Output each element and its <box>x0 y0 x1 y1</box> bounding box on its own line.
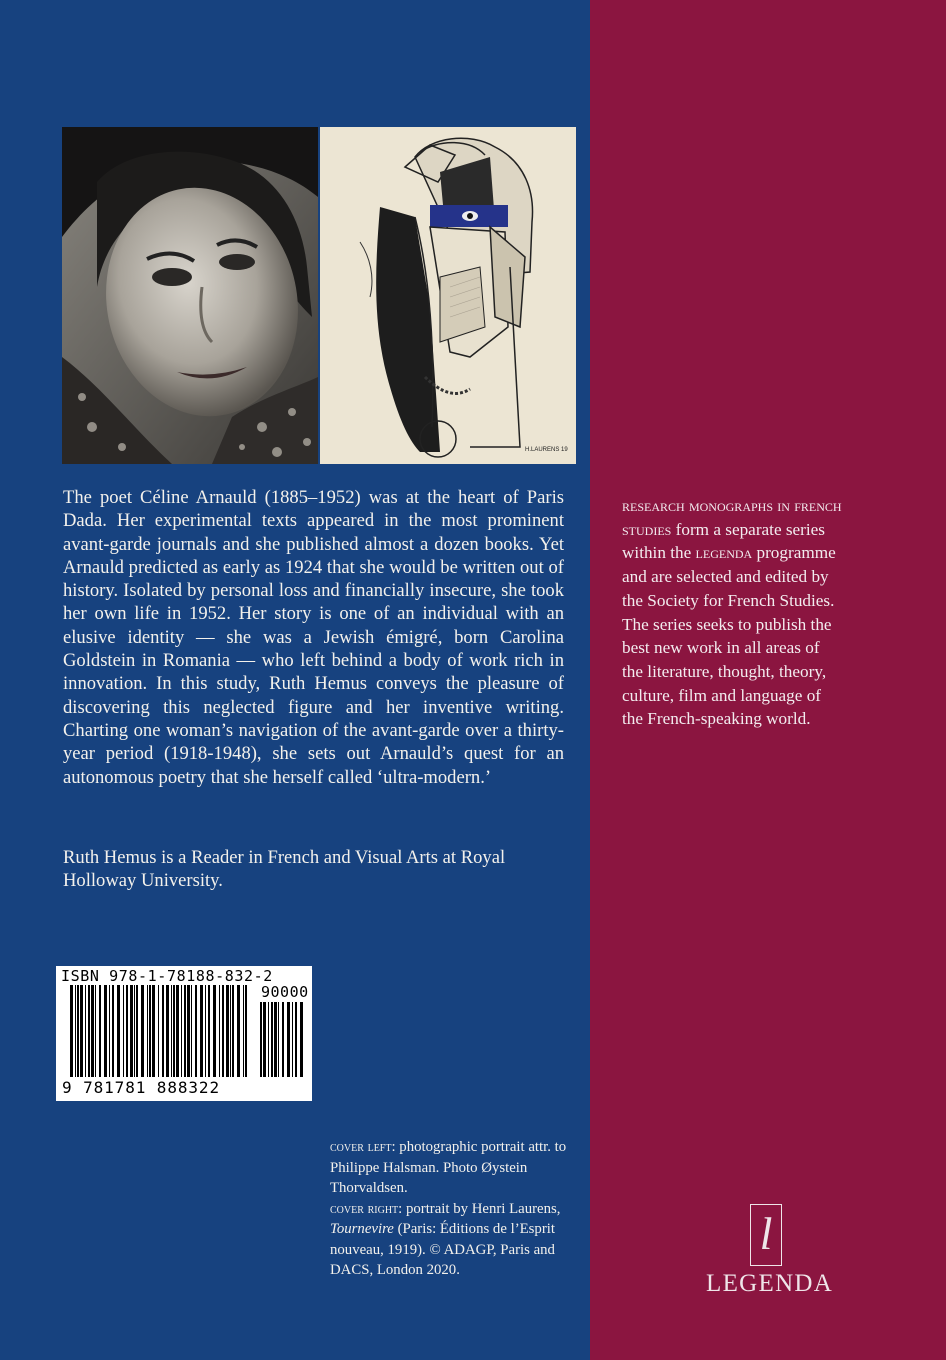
isbn-digits: 9 781781 888322 <box>62 1078 220 1097</box>
price-code: 90000 <box>261 983 309 1001</box>
barcode-bar <box>152 985 155 1077</box>
barcode-bar <box>226 985 229 1077</box>
series-programme: legenda <box>695 543 753 563</box>
portrait-photo-svg <box>62 127 318 464</box>
barcode-bar <box>85 985 86 1077</box>
logo-letter: l <box>750 1204 782 1266</box>
barcode-bar <box>295 1002 297 1077</box>
barcode-bar <box>176 985 179 1077</box>
series-text-1: form a separate series within the <box>622 519 825 563</box>
barcode-bar <box>184 985 186 1077</box>
barcode-bar <box>191 985 192 1077</box>
barcode-bar <box>278 1002 279 1077</box>
barcode-bar <box>271 1002 273 1077</box>
barcode-bar <box>274 1002 277 1077</box>
barcode-bar <box>205 985 206 1077</box>
isbn-barcode <box>56 966 312 1101</box>
barcode-bar <box>104 985 107 1077</box>
portrait-photo <box>62 127 318 464</box>
barcode-bars <box>70 985 248 1077</box>
barcode-bar <box>158 985 159 1077</box>
logo-word: LEGENDA <box>706 1270 834 1297</box>
cover-left-label: cover left: <box>330 1139 396 1155</box>
barcode-bar <box>95 985 96 1077</box>
barcode-bar <box>70 985 73 1077</box>
barcode-bar <box>75 985 76 1077</box>
barcode-bar <box>200 985 203 1077</box>
cover-right-text-2: (Paris: Éditions de l’Esprit nouveau, 1919). © ADAGP, Paris and DACS, London 2020. <box>330 1221 555 1278</box>
barcode-bar <box>99 985 101 1077</box>
barcode-bar <box>134 985 135 1077</box>
barcode-bar <box>91 985 94 1077</box>
cubist-drawing-svg <box>320 127 576 464</box>
barcode-bar <box>268 1002 269 1077</box>
barcode-bar <box>173 985 175 1077</box>
barcode-bar <box>136 985 138 1077</box>
barcode-bar <box>126 985 128 1077</box>
barcode-bar <box>222 985 224 1077</box>
addon-barcode-bars <box>260 1002 308 1077</box>
barcode-bar <box>292 1002 293 1077</box>
series-name: research monographs in french studies <box>622 496 842 539</box>
barcode-bar <box>117 985 120 1077</box>
barcode-bar <box>181 985 182 1077</box>
legenda-logo <box>706 1205 834 1305</box>
barcode-bar <box>208 985 210 1077</box>
barcode-bar <box>88 985 90 1077</box>
barcode-bar <box>166 985 169 1077</box>
barcode-bar <box>282 1002 284 1077</box>
series-text-2: programme and are selected and edited by the Society for French Studies. The series seeks to publish the best new work in all areas of the literature, thought, theory, culture, film and language of the French-speaking world. <box>622 543 836 729</box>
cover-left-text: photographic portrait attr. to Philippe Halsman. Photo Øystein Thorvaldsen. <box>330 1139 567 1196</box>
barcode-bar <box>77 985 79 1077</box>
barcode-bar <box>162 985 164 1077</box>
barcode-bar <box>263 1002 266 1077</box>
barcode-bar <box>232 985 234 1077</box>
isbn-label: ISBN 978-1-78188-832-2 <box>61 967 273 985</box>
barcode-bar <box>187 985 190 1077</box>
barcode-bar <box>171 985 172 1077</box>
barcode-bar <box>260 1002 262 1077</box>
barcode-bar <box>237 985 240 1077</box>
cover-right-label: cover right: <box>330 1200 403 1217</box>
barcode-bar <box>300 1002 303 1077</box>
series-description <box>622 494 844 731</box>
barcode-bar <box>149 985 151 1077</box>
barcode-bar <box>112 985 114 1077</box>
cover-right-title: Tournevire <box>330 1221 394 1237</box>
cover-right-text-1: portrait by Henri Laurens, <box>405 1200 561 1217</box>
cover-credits <box>330 1137 570 1281</box>
barcode-bar <box>195 985 197 1077</box>
drawing-signature: H.LAURENS 19 <box>525 447 568 453</box>
barcode-bar <box>245 985 247 1077</box>
barcode-bar <box>147 985 148 1077</box>
book-blurb: The poet Céline Arnauld (1885–1952) was at the heart of Paris Dada. Her experimental texts appeared in the most prominent avant-garde journals and she published almost a dozen books. Yet Arnauld predicted as early as 1924 that she would be written out of history. Isolated by personal loss and financially insecure, she took her own life in 1952. Her story is one of an individual with an elusive identity — she was a Jewish émigré, born Carolina Goldstein in Romania — who left behind a body of work rich in innovation. In this study, Ruth Hemus conveys the pleasure of discovering this neglected figure and her inventive writing. Charting one woman’s navigation of the avant-garde over a thirty-year period (1918-1948), she sets out Arnauld’s quest for an autonomous poetry that she herself called ‘ultra-modern.’ <box>63 487 564 788</box>
barcode-bar <box>243 985 244 1077</box>
barcode-bar <box>287 1002 290 1077</box>
barcode-bar <box>130 985 133 1077</box>
author-bio: Ruth Hemus is a Reader in French and Visual Arts at Royal Holloway University. <box>63 847 506 892</box>
barcode-bar <box>141 985 144 1077</box>
barcode-bar <box>123 985 124 1077</box>
barcode-bar <box>80 985 83 1077</box>
barcode-bar <box>230 985 231 1077</box>
barcode-bar <box>213 985 216 1077</box>
barcode-bar <box>109 985 110 1077</box>
cubist-drawing <box>320 127 576 464</box>
barcode-bar <box>219 985 220 1077</box>
